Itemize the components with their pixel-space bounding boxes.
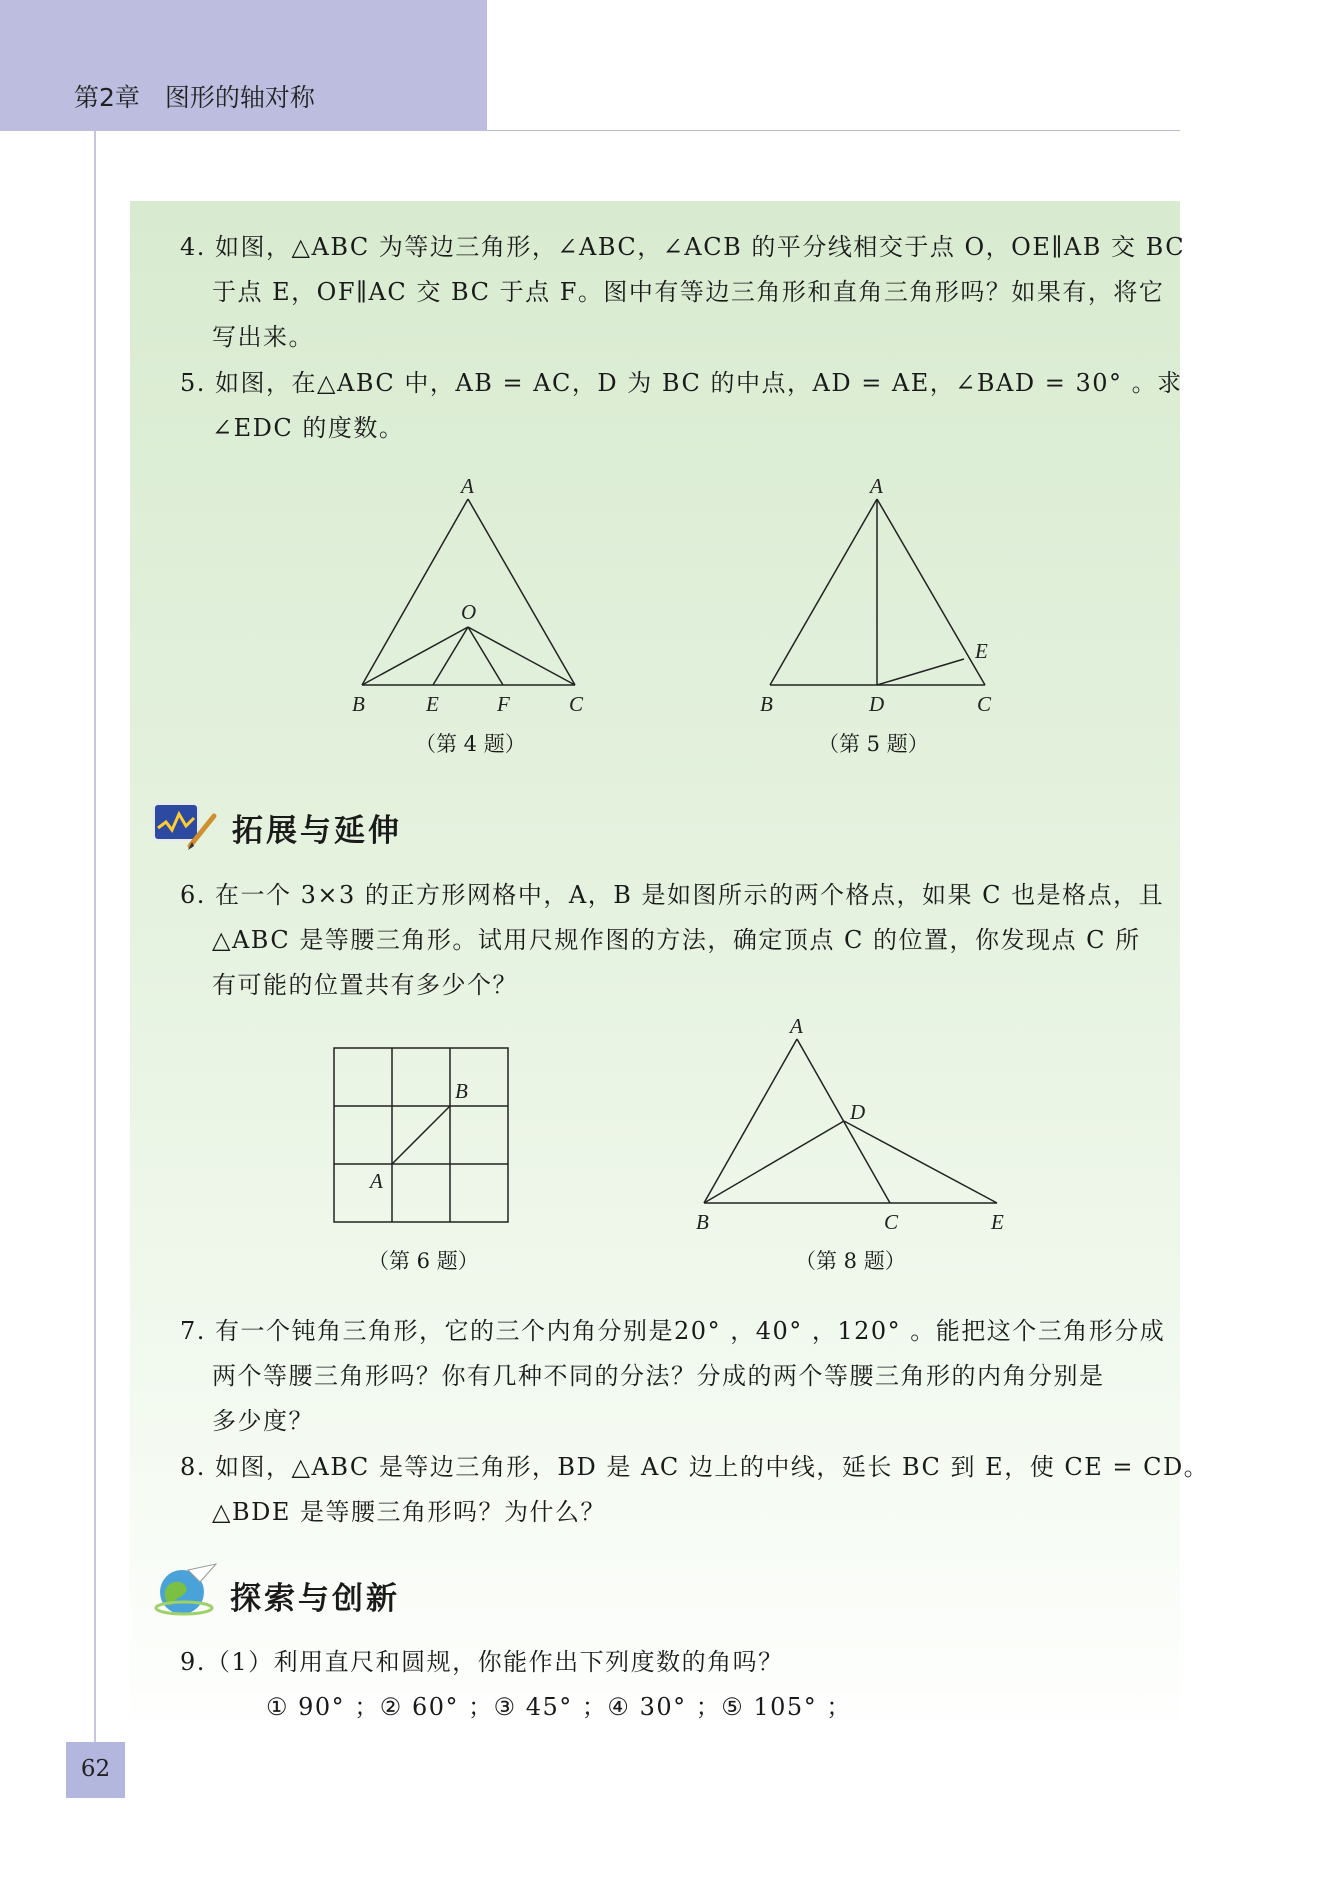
fig8-label-e: E: [991, 1210, 1004, 1234]
fig4-side-ac: [468, 499, 575, 685]
fig4-label-e: E: [426, 692, 439, 716]
problem-8-line-1: 8. 如图，△ABC 是等边三角形，BD 是 AC 边上的中线，延长 BC 到 E，使 CE = CD。: [180, 1453, 1210, 1481]
left-margin-line: [94, 131, 96, 1756]
problem-4-line-1: 4. 如图，△ABC 为等边三角形，∠ABC，∠ACB 的平分线相交于点 O，OE∥AB 交 BC: [180, 233, 1186, 261]
figure-6-caption: （第 6 题）: [368, 1249, 479, 1273]
fig4-label-b: B: [352, 692, 365, 716]
problem-7-line-1: 7. 有一个钝角三角形，它的三个内角分别是20° ，40° ，120° 。能把这个三角形分成: [180, 1317, 1166, 1345]
fig4-side-ab: [362, 499, 468, 685]
figure-5-caption: （第 5 题）: [818, 732, 929, 756]
fig5-label-b: B: [760, 692, 773, 716]
chapter-title: 第2章 图形的轴对称: [74, 83, 315, 112]
page-number: 62: [80, 1756, 111, 1782]
problem-7-line-3: 多少度？: [212, 1407, 314, 1435]
fig8-label-d: D: [850, 1100, 866, 1124]
problem-9-line-1: 9.（1）利用直尺和圆规，你能作出下列度数的角吗？: [180, 1648, 784, 1676]
figure-8-caption: （第 8 题）: [795, 1249, 906, 1273]
figure-4-caption: （第 4 题）: [415, 732, 526, 756]
figure-6-grid: [320, 1040, 520, 1240]
figure-4-diagram: [340, 475, 600, 725]
problem-5-line-2: ∠EDC 的度数。: [212, 414, 405, 442]
problem-9-line-2: ① 90° ；② 60° ；③ 45° ；④ 30° ；⑤ 105° ；: [266, 1693, 852, 1721]
fig5-label-d: D: [869, 692, 885, 716]
problem-5-line-1: 5. 如图，在△ABC 中，AB = AC，D 为 BC 的中点，AD = AE，∠BAD = 30° 。求: [180, 369, 1183, 397]
fig8-label-c: C: [884, 1210, 899, 1234]
problem-8-line-2: △BDE 是等腰三角形吗？为什么？: [212, 1498, 606, 1526]
fig4-label-c: C: [569, 692, 584, 716]
problem-7-line-2: 两个等腰三角形吗？你有几种不同的分法？分成的两个等腰三角形的内角分别是: [212, 1362, 1105, 1390]
section-title-explore: 探索与创新: [230, 1581, 400, 1617]
problem-6-line-1: 6. 在一个 3×3 的正方形网格中，A，B 是如图所示的两个格点，如果 C 也是格点，且: [180, 881, 1165, 909]
fig5-label-a: A: [870, 475, 883, 498]
fig5-label-e: E: [975, 639, 988, 663]
fig8-label-b: B: [696, 1210, 709, 1234]
header-divider: [487, 130, 1180, 131]
fig6-label-a: A: [370, 1169, 383, 1193]
fig4-label-o: O: [461, 600, 477, 624]
chart-pen-icon: [148, 796, 223, 856]
fig4-segment-oe: [433, 627, 468, 685]
problem-6-line-2: △ABC 是等腰三角形。试用尺规作图的方法，确定顶点 C 的位置，你发现点 C 所: [212, 926, 1141, 954]
figure-8-diagram: [690, 1015, 1020, 1240]
fig4-label-f: F: [497, 692, 510, 716]
problem-4-line-2: 于点 E，OF∥AC 交 BC 于点 F。图中有等边三角形和直角三角形吗？如果有，将它: [212, 278, 1165, 306]
fig6-label-b: B: [455, 1079, 468, 1103]
fig5-label-c: C: [977, 692, 992, 716]
fig8-side-ab: [704, 1039, 797, 1203]
fig5-side-ac: [877, 499, 985, 685]
fig5-side-ab: [770, 499, 877, 685]
fig5-segment-de: [877, 659, 964, 685]
figure-5-diagram: [750, 475, 1010, 725]
problem-4-line-3: 写出来。: [212, 323, 314, 351]
globe-plane-icon: [152, 1560, 224, 1620]
problem-6-line-3: 有可能的位置共有多少个？: [212, 971, 518, 999]
fig8-label-a: A: [790, 1015, 803, 1038]
page-number-box: [66, 1742, 125, 1798]
fig4-label-a: A: [461, 475, 474, 498]
fig8-segment-bd: [704, 1121, 844, 1203]
section-title-extend: 拓展与延伸: [232, 813, 402, 849]
chapter-header: [0, 0, 487, 131]
fig6-segment-ab: [392, 1106, 450, 1164]
